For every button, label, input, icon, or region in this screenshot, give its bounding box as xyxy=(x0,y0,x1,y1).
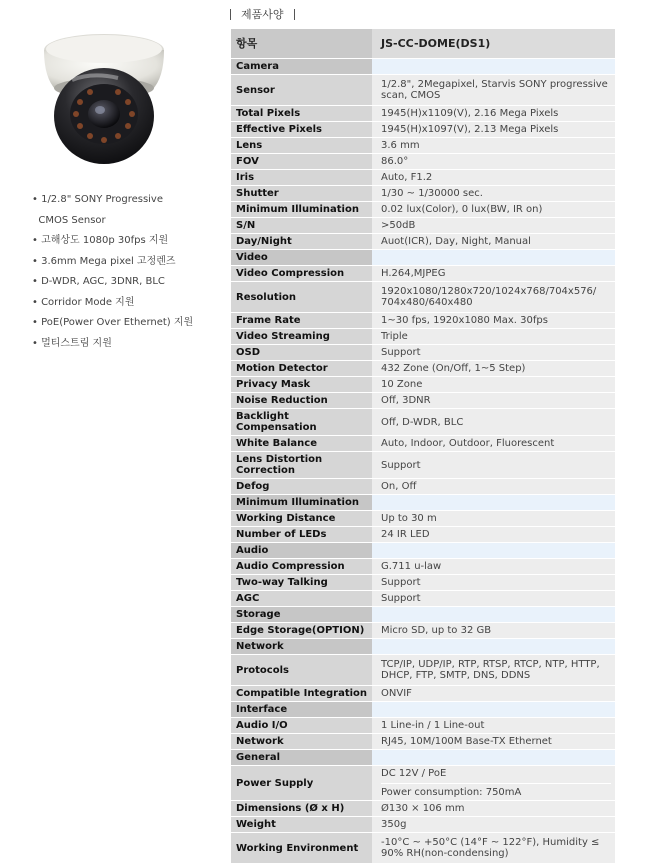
spec-value: Support xyxy=(372,345,615,361)
feature-item: • 고해상도 1080p 30fps 지원 xyxy=(32,235,169,246)
spec-value xyxy=(372,495,615,511)
spec-label: Compatible Integration xyxy=(231,686,372,702)
spec-value: ONVIF xyxy=(372,686,615,702)
spec-label: Lens Distortion Correction xyxy=(231,452,372,479)
spec-value: 0.02 lux(Color), 0 lux(BW, IR on) xyxy=(372,202,615,218)
spec-label: Power Supply xyxy=(231,766,372,801)
spec-row xyxy=(231,138,615,154)
section-title-text: 제품사양 xyxy=(241,8,284,21)
spec-value: G.711 u-law xyxy=(372,559,615,575)
spec-row xyxy=(231,313,615,329)
spec-label: S/N xyxy=(231,218,372,234)
spec-row xyxy=(231,655,615,686)
spec-value: RJ45, 10M/100M Base-TX Ethernet xyxy=(372,734,615,750)
feature-item: CMOS Sensor xyxy=(38,214,106,226)
spec-label: Motion Detector xyxy=(231,361,372,377)
spec-category-row xyxy=(231,543,615,559)
spec-value-line: DC 12V / PoE xyxy=(381,768,611,784)
spec-value: 24 IR LED xyxy=(372,527,615,543)
spec-value: 1920x1080/1280x720/1024x768/704x576/ 704x480/640x480 xyxy=(372,282,615,313)
spec-row xyxy=(231,186,615,202)
spec-row xyxy=(231,801,615,817)
spec-row xyxy=(231,345,615,361)
spec-label: Audio xyxy=(231,543,372,559)
spec-category-row xyxy=(231,250,615,266)
spec-value: Micro SD, up to 32 GB xyxy=(372,623,615,639)
spec-value: Support xyxy=(372,591,615,607)
spec-table xyxy=(231,29,615,864)
spec-row xyxy=(231,833,615,864)
spec-row xyxy=(231,734,615,750)
spec-value: 432 Zone (On/Off, 1~5 Step) xyxy=(372,361,615,377)
spec-label: Storage xyxy=(231,607,372,623)
spec-row xyxy=(231,377,615,393)
spec-label: Defog xyxy=(231,479,372,495)
spec-value xyxy=(372,766,615,801)
feature-item: • 1/2.8" SONY Progressive xyxy=(32,194,164,205)
spec-row xyxy=(231,479,615,495)
spec-label: Audio I/O xyxy=(231,718,372,734)
spec-label: Shutter xyxy=(231,186,372,202)
spec-category-row xyxy=(231,639,615,655)
spec-label: Sensor xyxy=(231,75,372,106)
spec-value: 1~30 fps, 1920x1080 Max. 30fps xyxy=(372,313,615,329)
spec-label: OSD xyxy=(231,345,372,361)
spec-category-row xyxy=(231,607,615,623)
feature-item: • 멀티스트림 지원 xyxy=(32,337,112,349)
spec-label: Audio Compression xyxy=(231,559,372,575)
spec-label: Day/Night xyxy=(231,234,372,250)
title-divider-left xyxy=(230,9,231,20)
spec-row xyxy=(231,218,615,234)
spec-row xyxy=(231,266,615,282)
spec-value: 1 Line-in / 1 Line-out xyxy=(372,718,615,734)
spec-row xyxy=(231,718,615,734)
spec-category-row xyxy=(231,750,615,766)
spec-value: 1945(H)x1109(V), 2.16 Mega Pixels xyxy=(372,106,615,122)
spec-row xyxy=(231,122,615,138)
spec-value xyxy=(372,702,615,718)
spec-row xyxy=(231,361,615,377)
spec-value: Triple xyxy=(372,329,615,345)
section-title xyxy=(230,6,305,22)
spec-row xyxy=(231,329,615,345)
spec-row xyxy=(231,234,615,250)
spec-value: 86.0° xyxy=(372,154,615,170)
spec-value: -10°C ~ +50°C (14°F ~ 122°F), Humidity ≤ 90% RH(non-condensing) xyxy=(372,833,615,864)
spec-row xyxy=(231,409,615,436)
feature-item: • Corridor Mode 지원 xyxy=(32,296,135,308)
spec-label: Protocols xyxy=(231,655,372,686)
spec-row xyxy=(231,527,615,543)
spec-value xyxy=(372,59,615,75)
spec-value: Up to 30 m xyxy=(372,511,615,527)
spec-row xyxy=(231,202,615,218)
spec-row xyxy=(231,511,615,527)
spec-row xyxy=(231,766,615,801)
spec-label: White Balance xyxy=(231,436,372,452)
spec-value: H.264,MJPEG xyxy=(372,266,615,282)
header-model-label: JS-CC-DOME(DS1) xyxy=(372,29,615,59)
spec-row xyxy=(231,559,615,575)
spec-label: Privacy Mask xyxy=(231,377,372,393)
spec-label: Resolution xyxy=(231,282,372,313)
spec-label: Video Compression xyxy=(231,266,372,282)
spec-row xyxy=(231,575,615,591)
spec-row xyxy=(231,817,615,833)
spec-value: 1/30 ~ 1/30000 sec. xyxy=(372,186,615,202)
spec-label: Weight xyxy=(231,817,372,833)
spec-value xyxy=(372,750,615,766)
feature-item: • PoE(Power Over Ethernet) 지원 xyxy=(32,317,194,328)
spec-label: Minimum Illumination xyxy=(231,495,372,511)
spec-category-row xyxy=(231,59,615,75)
spec-value: On, Off xyxy=(372,479,615,495)
spec-value: Off, D-WDR, BLC xyxy=(372,409,615,436)
spec-row xyxy=(231,154,615,170)
spec-label: Two-way Talking xyxy=(231,575,372,591)
spec-label: Number of LEDs xyxy=(231,527,372,543)
spec-value: Auot(ICR), Day, Night, Manual xyxy=(372,234,615,250)
spec-label: Iris xyxy=(231,170,372,186)
spec-row xyxy=(231,106,615,122)
spec-row xyxy=(231,393,615,409)
feature-item: • D-WDR, AGC, 3DNR, BLC xyxy=(32,276,165,287)
spec-label: FOV xyxy=(231,154,372,170)
spec-row xyxy=(231,591,615,607)
spec-value: 10 Zone xyxy=(372,377,615,393)
spec-value: Ø130 × 106 mm xyxy=(372,801,615,817)
spec-row xyxy=(231,282,615,313)
spec-value-line: Power consumption: 750mA xyxy=(381,787,522,798)
spec-value xyxy=(372,639,615,655)
spec-label: Dimensions (Ø x H) xyxy=(231,801,372,817)
spec-label: Video Streaming xyxy=(231,329,372,345)
spec-category-row xyxy=(231,702,615,718)
spec-category-row xyxy=(231,495,615,511)
spec-label: Working Distance xyxy=(231,511,372,527)
spec-value: >50dB xyxy=(372,218,615,234)
dome-camera-image xyxy=(32,28,178,168)
spec-row xyxy=(231,686,615,702)
spec-row xyxy=(231,75,615,106)
spec-label: Interface xyxy=(231,702,372,718)
spec-value: Auto, Indoor, Outdoor, Fluorescent xyxy=(372,436,615,452)
spec-label: Lens xyxy=(231,138,372,154)
spec-label: Network xyxy=(231,734,372,750)
spec-value: 1/2.8", 2Megapixel, Starvis SONY progressive scan, CMOS xyxy=(372,75,615,106)
spec-label: AGC xyxy=(231,591,372,607)
title-divider-right xyxy=(294,9,295,20)
spec-label: Working Environment xyxy=(231,833,372,864)
spec-value: Support xyxy=(372,575,615,591)
spec-value: Support xyxy=(372,452,615,479)
spec-value: 1945(H)x1097(V), 2.13 Mega Pixels xyxy=(372,122,615,138)
spec-label: Total Pixels xyxy=(231,106,372,122)
spec-value: 350g xyxy=(372,817,615,833)
spec-row xyxy=(231,452,615,479)
spec-row xyxy=(231,436,615,452)
header-item-label: 항목 xyxy=(231,29,372,59)
spec-value xyxy=(372,543,615,559)
feature-list xyxy=(32,190,222,354)
spec-value: Auto, F1.2 xyxy=(372,170,615,186)
spec-value: Off, 3DNR xyxy=(372,393,615,409)
spec-row xyxy=(231,170,615,186)
spec-label: Minimum Illumination xyxy=(231,202,372,218)
spec-value: 3.6 mm xyxy=(372,138,615,154)
spec-value: TCP/IP, UDP/IP, RTP, RTSP, RTCP, NTP, HTTP, DHCP, FTP, SMTP, DNS, DDNS xyxy=(372,655,615,686)
spec-label: Network xyxy=(231,639,372,655)
spec-value xyxy=(372,607,615,623)
spec-label: Backlight Compensation xyxy=(231,409,372,436)
spec-label: Camera xyxy=(231,59,372,75)
spec-label: Noise Reduction xyxy=(231,393,372,409)
spec-value xyxy=(372,250,615,266)
spec-label: Edge Storage(OPTION) xyxy=(231,623,372,639)
spec-label: Video xyxy=(231,250,372,266)
spec-label: Frame Rate xyxy=(231,313,372,329)
spec-table-header xyxy=(231,29,615,59)
spec-label: General xyxy=(231,750,372,766)
feature-item: • 3.6mm Mega pixel 고정렌즈 xyxy=(32,255,176,267)
spec-row xyxy=(231,623,615,639)
spec-label: Effective Pixels xyxy=(231,122,372,138)
